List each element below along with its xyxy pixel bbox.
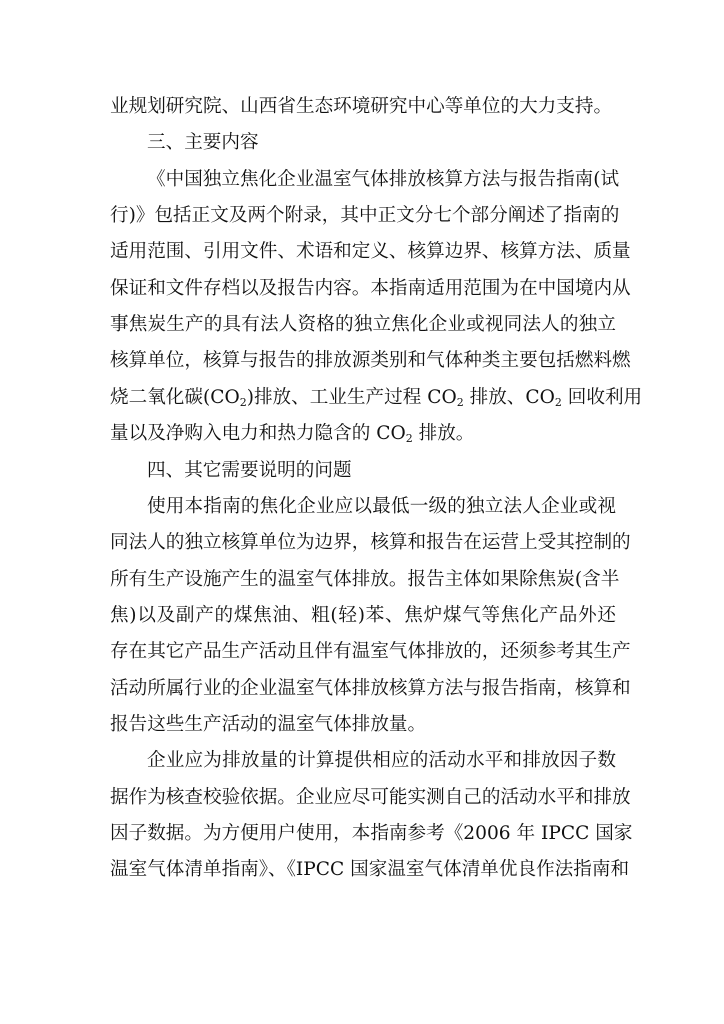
section-heading: 四、其它需要说明的问题 bbox=[147, 459, 352, 481]
text-line: 温室气体清单指南》、《IPCC 国家温室气体清单优良作法指南和 bbox=[110, 859, 630, 881]
text-line: 业规划研究院、山西省生态环境研究中心等单位的大力支持。 bbox=[110, 96, 613, 117]
subscript: 2 bbox=[456, 395, 464, 409]
text-line: 事焦炭生产的具有法人资格的独立焦化企业或视同法人的独立 bbox=[110, 314, 616, 336]
text-line: 报告这些生产活动的温室气体排放量。 bbox=[110, 713, 427, 735]
subscript: 2 bbox=[554, 395, 562, 409]
text-line: 同法人的独立核算单位为边界，核算和报告在运营上受其控制的 bbox=[110, 532, 631, 554]
text-run: 排放。 bbox=[412, 423, 475, 445]
text-line bbox=[110, 383, 643, 413]
text-line: 企业应为排放量的计算提供相应的活动水平和排放因子数 bbox=[147, 750, 616, 772]
text-line: 存在其它产品生产活动且伴有温室气体排放的，还须参考其生产 bbox=[110, 641, 631, 663]
text-line: 活动所属行业的企业温室气体排放核算方法与报告指南，核算和 bbox=[110, 677, 631, 699]
subscript: 2 bbox=[239, 395, 247, 409]
text-line: 焦)以及副产的煤焦油、粗(轻)苯、焦炉煤气等焦化产品外还 bbox=[110, 604, 616, 626]
subscript: 2 bbox=[405, 432, 413, 446]
text-line: 所有生产设施产生的温室气体排放。报告主体如果除焦炭(含半 bbox=[110, 568, 620, 590]
text-line: 据作为核查校验依据。企业应尽可能实测自己的活动水平和排放 bbox=[110, 786, 631, 808]
section-heading: 三、主要内容 bbox=[147, 132, 259, 154]
text-line: 《中国独立焦化企业温室气体排放核算方法与报告指南(试 bbox=[147, 168, 620, 190]
text-line: 适用范围、引用文件、术语和定义、核算边界、核算方法、质量 bbox=[110, 241, 631, 263]
text-run: 排放、CO bbox=[463, 386, 555, 408]
text-run: 量以及净购入电力和热力隐含的 CO bbox=[110, 423, 406, 445]
text-line: 行)》包括正文及两个附录，其中正文分七个部分阐述了指南的 bbox=[110, 205, 620, 227]
text-line bbox=[110, 419, 616, 449]
text-run: 回收利用 bbox=[561, 386, 643, 408]
text-run: 烧二氧化碳(CO bbox=[110, 386, 240, 408]
text-run: )排放、工业生产过程 CO bbox=[246, 386, 457, 408]
text-line: 核算单位，核算与报告的排放源类别和气体种类主要包括燃料燃 bbox=[110, 350, 631, 372]
text-line: 保证和文件存档以及报告内容。本指南适用范围为在中国境内从 bbox=[110, 277, 631, 299]
text-line: 使用本指南的焦化企业应以最低一级的独立法人企业或视 bbox=[147, 495, 616, 517]
text-line: 因子数据。为方便用户使用，本指南参考《2006 年 IPCC 国家 bbox=[110, 823, 633, 844]
